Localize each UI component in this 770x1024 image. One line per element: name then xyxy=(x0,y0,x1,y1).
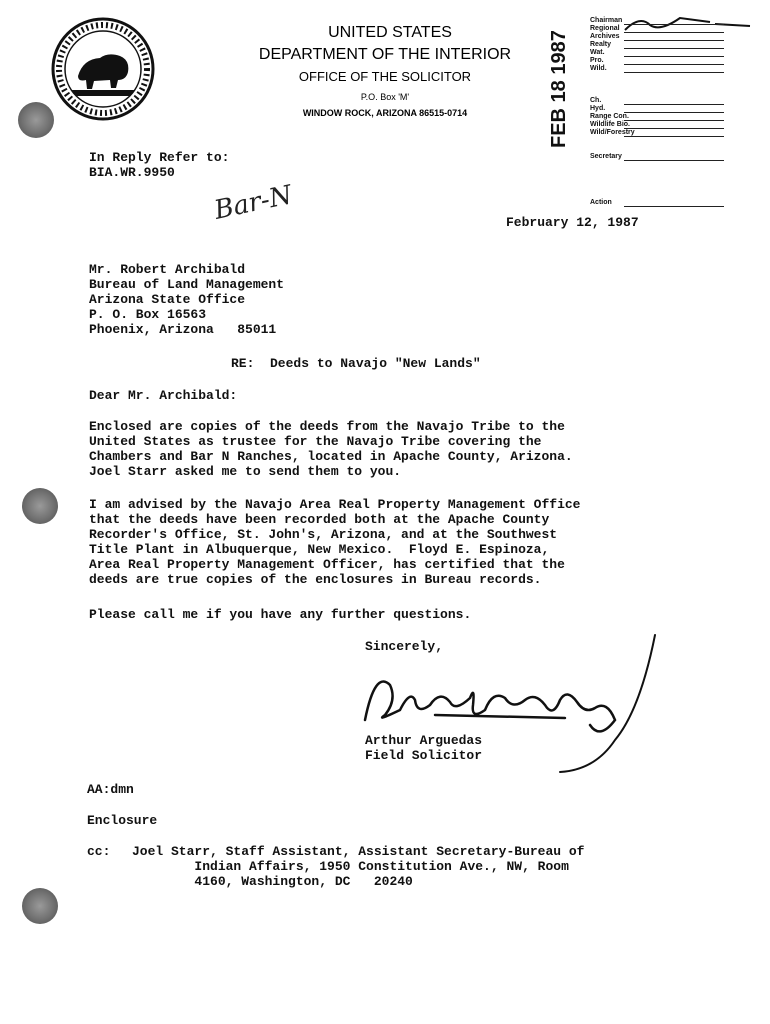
routing-label: Archives xyxy=(590,33,620,40)
routing-line xyxy=(624,72,724,73)
recipient-line: Bureau of Land Management xyxy=(89,277,285,292)
routing-label: Wildlife Bio. xyxy=(590,121,630,128)
letterhead-line5: WINDOW ROCK, ARIZONA 86515-0714 xyxy=(302,108,468,118)
routing-label: Action xyxy=(590,199,612,206)
recipient-line: Arizona State Office xyxy=(89,292,246,307)
department-seal xyxy=(48,14,158,124)
punch-hole-bottom xyxy=(22,888,58,924)
routing-line xyxy=(624,112,724,113)
routing-line xyxy=(624,206,724,207)
body-line: Chambers and Bar N Ranches, located in Apache County, Arizona. xyxy=(89,449,573,464)
body-line: deeds are true copies of the enclosures in Bureau records. xyxy=(89,572,542,587)
routing-line xyxy=(624,128,724,129)
cc-block xyxy=(132,844,584,889)
cc-line: 4160, Washington, DC 20240 xyxy=(132,874,413,889)
cc-line: Joel Starr, Staff Assistant, Assistant Secretary-Bureau of xyxy=(132,844,585,859)
routing-line xyxy=(624,56,724,57)
punch-hole-top xyxy=(18,102,54,138)
routing-label: Range Con. xyxy=(590,113,629,120)
routing-line xyxy=(624,24,724,25)
recipient-line: Mr. Robert Archibald xyxy=(89,262,246,277)
body-line: I am advised by the Navajo Area Real Property Management Office xyxy=(89,497,581,512)
cc-line: Indian Affairs, 1950 Constitution Ave., NW, Room xyxy=(132,859,569,874)
routing-label: Regional xyxy=(590,25,620,32)
routing-label: Wild/Forestry xyxy=(590,129,635,136)
received-date-stamp: FEB 18 1987 xyxy=(548,30,570,148)
routing-scribble xyxy=(620,10,760,40)
subject-line: RE: Deeds to Navajo "New Lands" xyxy=(231,356,481,371)
routing-line xyxy=(624,48,724,49)
cc-label: cc: xyxy=(87,844,111,859)
closing: Sincerely, xyxy=(365,639,444,654)
routing-label: Ch. xyxy=(590,97,602,104)
routing-line xyxy=(624,64,724,65)
handwritten-note: Bar-N xyxy=(211,180,295,226)
signer-title: Field Solicitor xyxy=(365,748,483,763)
letterhead-line1: UNITED STATES xyxy=(328,24,452,41)
letterhead-line3: OFFICE OF THE SOLICITOR xyxy=(298,69,472,84)
letterhead-line2: DEPARTMENT OF THE INTERIOR xyxy=(258,46,512,63)
body-line: Joel Starr asked me to send them to you. xyxy=(89,464,402,479)
routing-slip xyxy=(590,10,730,210)
body-paragraph-3: Please call me if you have any further questions. xyxy=(89,607,472,622)
routing-label: Chairman xyxy=(590,17,623,24)
recipient-line: P. O. Box 16563 xyxy=(89,307,207,322)
body-line: Enclosed are copies of the deeds from the Navajo Tribe to the xyxy=(89,419,565,434)
recipient-line: Phoenix, Arizona 85011 xyxy=(89,322,277,337)
letter-date: February 12, 1987 xyxy=(506,215,639,230)
body-line: Recorder's Office, St. John's, Arizona, and at the Southwest xyxy=(89,527,558,542)
letterhead-line4: P.O. Box 'M' xyxy=(360,92,410,102)
routing-line xyxy=(624,160,724,161)
punch-hole-middle xyxy=(22,488,58,524)
routing-label: Realty xyxy=(590,41,612,48)
routing-label: Hyd. xyxy=(590,105,606,112)
signer-name: Arthur Arguedas xyxy=(365,733,483,748)
typist-initials: AA:dmn xyxy=(87,782,134,797)
routing-line xyxy=(624,120,724,121)
salutation: Dear Mr. Archibald: xyxy=(89,388,238,403)
routing-label: Pro. xyxy=(590,57,604,64)
body-line: Title Plant in Albuquerque, New Mexico. Floyd E. Espinoza, xyxy=(89,542,550,557)
routing-label: Secretary xyxy=(590,153,622,160)
routing-label: Wild. xyxy=(590,65,607,72)
reference-label: In Reply Refer to: xyxy=(89,150,230,165)
body-paragraph-2 xyxy=(89,497,580,587)
body-line: that the deeds have been recorded both at the Apache County xyxy=(89,512,550,527)
reference-code: BIA.WR.9950 xyxy=(89,165,175,180)
routing-line xyxy=(624,32,724,33)
routing-line xyxy=(624,136,724,137)
routing-line xyxy=(624,104,724,105)
recipient-address xyxy=(89,262,284,337)
body-line: United States as trustee for the Navajo Tribe covering the xyxy=(89,434,542,449)
enclosure-note: Enclosure xyxy=(87,813,158,828)
body-line: Area Real Property Management Officer, has certified that the xyxy=(89,557,565,572)
routing-label: Wat. xyxy=(590,49,605,56)
routing-line xyxy=(624,40,724,41)
body-paragraph-1 xyxy=(89,419,573,479)
